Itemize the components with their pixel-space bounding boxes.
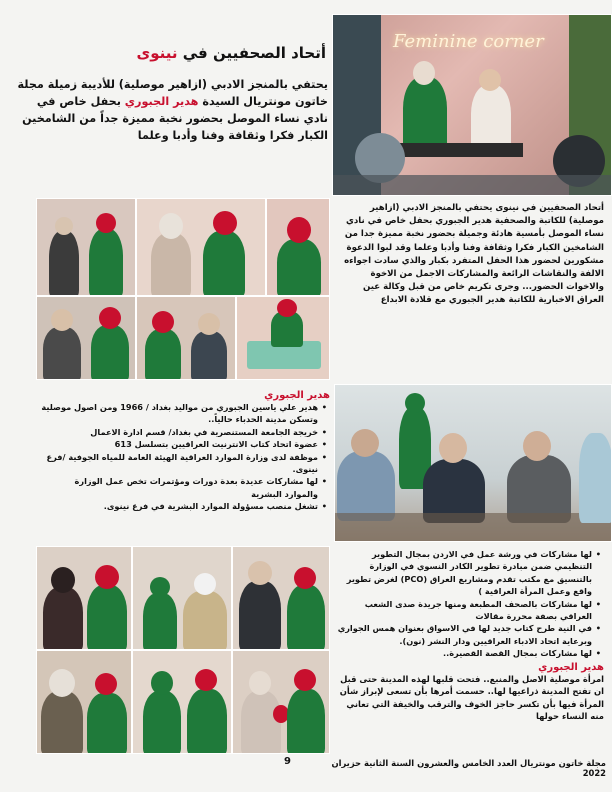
title-prefix: أتحاد الصحفيين في: [177, 44, 326, 62]
closing-paragraph: امرأة موصلية الاصل والمنبع.. فتحت قلبها لهذه المدينة حتى قبل ان تفتح المدينة ذراعيها لها.. حسمت أمرها بأن تسعى لإبراز شأن المرأة فيها بأن تكسر حاجز الخوف والترقب والخيفة التي تعاني منه النساء حولها: [339, 673, 604, 722]
lead-text-1: يحتفي بالمنجز الادبي (ازاهير موصلية) للأديبة زميلة مجلة خاتون مونتريال السيدة: [17, 78, 328, 108]
activities-list: [334, 548, 604, 660]
page-title: [20, 44, 326, 62]
page-number: 9: [284, 756, 291, 767]
list-item: • هدير علي ياسين الجبوري من مواليد بغداد / 1966 ومن اصول موصلية وتسكن مدينة الحدباء حالياً..: [40, 401, 318, 426]
panel-photo: [334, 384, 612, 542]
title-city: نينوى: [136, 44, 178, 62]
list-item: • لها مشاركات بمجال القصة القصيرة..: [334, 647, 592, 659]
activities-section: [334, 548, 604, 723]
list-item: • لها مشاركات بالصحف المطبعة ومنها جريدة صدى الشعب العراقي بصفة محررة مقالات: [334, 598, 592, 623]
photo-collage-1: [36, 198, 330, 380]
photo-collage-2: [36, 546, 330, 754]
closing-heading: هدير الجبوري: [538, 661, 604, 673]
lead-paragraph: [14, 76, 328, 144]
neon-sign: Feminine corner: [393, 31, 544, 52]
list-item: • لها مشاركات عديدة بعدة دورات ومؤتمرات تخص عمل الوزارة والموارد البشرية: [40, 475, 318, 500]
list-item: • تشغل منصب مسؤولة الموارد البشرية في فرع نينوى.: [40, 500, 318, 512]
article-intro: أتحاد الصحفيين في نينوى يحتفي بالمنجز الادبي (ازاهير موصلية) للكاتبة والصحفية هدير الجبوري بحفل خاص في نادي نساء الموصل بأمسية هادئة وجميلة بحضور نخبة مميزة جدا من الشامخين الكبار فكرا وثقافة وفنا وأدبا وعلما وقد لبوا الدعوة مشكورين لحضور هذا الحفل المتفرد بكبار والذي سادت اجواءه الالفة والنقاشات الرائعة والمشاركات الاجمل من الاخوة والاخوات الحضور... وجرى تكريم خاص من قبل وكالة عين العراق الاخبارية للكاتبة هدير الجبوري مع قلادة الابداع: [344, 203, 604, 306]
list-item: • خريجة الجامعة المستنصرية في بغداد/ قسم ادارة الاعمال: [40, 426, 318, 438]
list-item: • عضوة اتحاد كتاب الانترنيت العراقيين بتسلسل 613: [40, 438, 318, 450]
bio-heading: هدير الجبوري: [264, 390, 330, 401]
banner-photo: [332, 14, 612, 196]
lead-name: هدير الجبوري: [124, 95, 199, 108]
list-item: • في النية طرح كتاب جديد لها في الاسواق بعنوان همس الجواري وبرعاية اتحاد الادباء العراقيين ودار النشر (نون).: [334, 622, 592, 647]
list-item: • موظفة لدى وزارة الموارد العراقية الهيئة العامة للمياه الجوفية /فرع نينوى.: [40, 451, 318, 476]
list-item: • لها مشاركات في ورشة عمل في الاردن بمجال التطوير التنظيمي ضمن مبادرة تطوير الكادر النسوي في الوزارة بالتنسيق مع مكتب تقدم ومشاريع العراق (PCO) لغرض تطوير واقع وعمل المرأة العراقية ): [334, 548, 592, 598]
lead-text-2: بحفل خاص في نادي نساء الموصل بحضور نخبة مميزة جداً من الشامخين الكبار فكرا وثقافة وفنا وأدبا وعلما: [22, 95, 328, 142]
bio-section: [40, 390, 330, 513]
footer-text: مجلة خاتون مونتريال العدد الخامس والعشرون السنة الثانية حزيران 2022: [331, 758, 606, 778]
bio-list: [40, 401, 330, 513]
